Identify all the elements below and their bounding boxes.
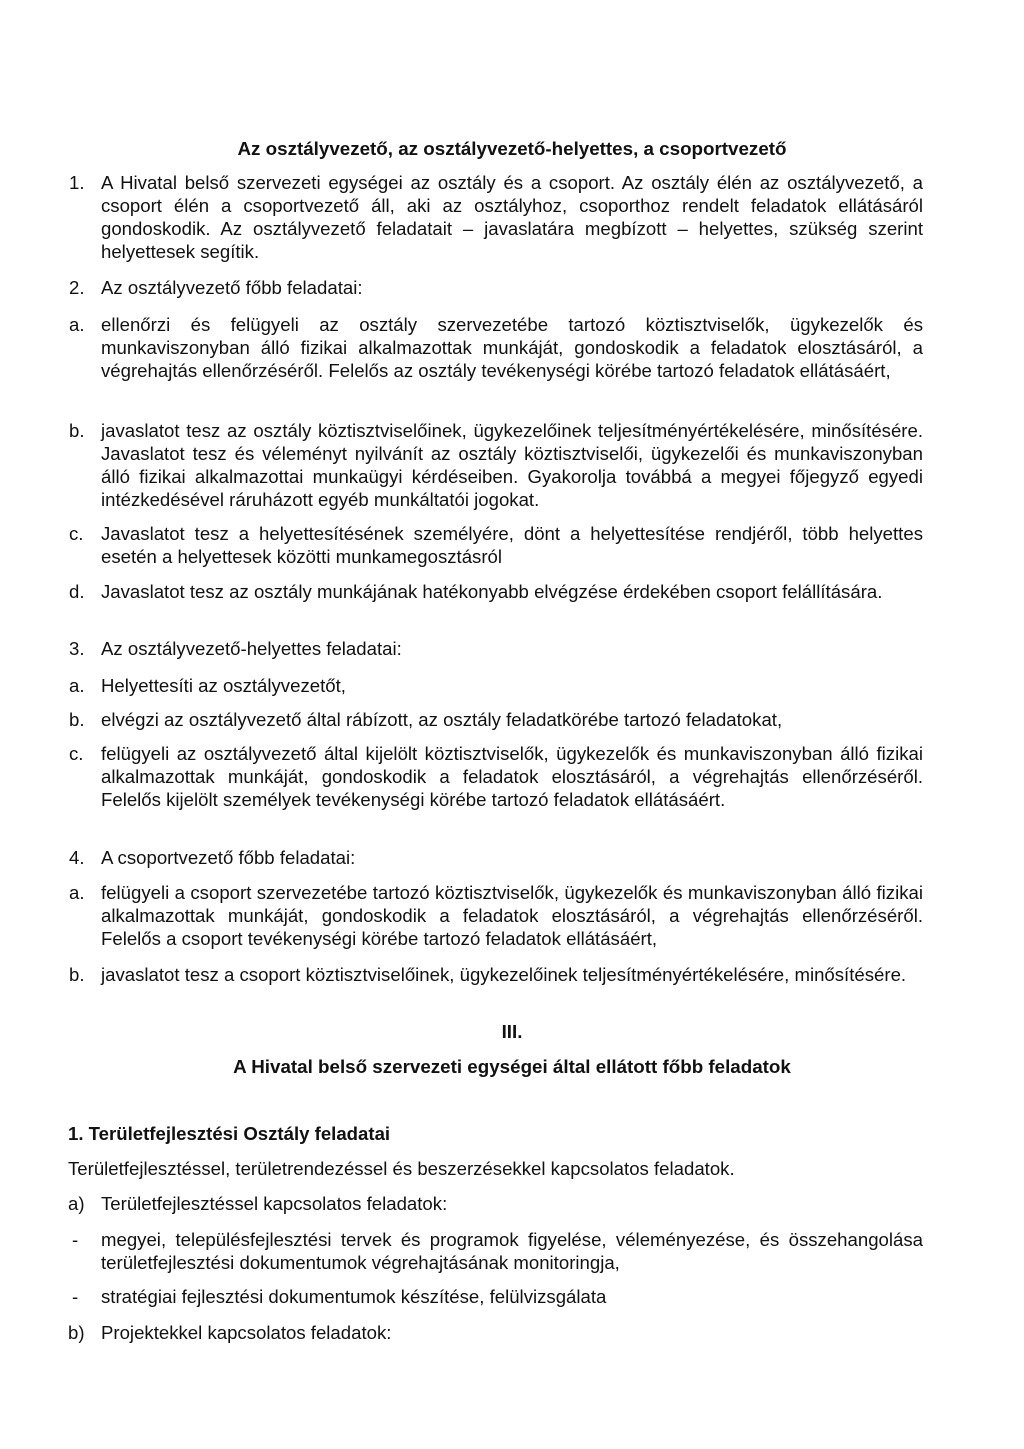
item-text: felügyeli a csoport szervezetébe tartozó köztisztviselők, ügykezelők és munkaviszonyban álló fizikai alkalmazottak munkáját, gondoskodik a feladatok elosztásáról, a végrehajtás ellenőrzéséről. Felelős a csoport tevékenységi körébe tartozó feladatok ellátásáért, <box>101 882 923 949</box>
item-text: Az osztályvezető-helyettes feladatai: <box>101 638 402 659</box>
item-text: Javaslatot tesz az osztály munkájának hatékonyabb elvégzése érdekében csoport felállítására. <box>101 581 883 602</box>
item-letter: c. <box>69 523 84 544</box>
subitem-label: a) <box>68 1193 85 1214</box>
item-number: 1. <box>69 172 85 193</box>
item-number: 2. <box>69 277 85 298</box>
subitem-text: Területfejlesztéssel kapcsolatos feladatok: <box>101 1193 448 1214</box>
item-text: javaslatot tesz a csoport köztisztviselőinek, ügykezelőinek teljesítményértékelésére, minősítésére. <box>101 964 907 985</box>
item-text: Helyettesíti az osztályvezetőt, <box>101 675 346 696</box>
item-letter: a. <box>69 675 85 696</box>
item-letter: b. <box>69 964 85 985</box>
item-text: Az osztályvezető főbb feladatai: <box>101 277 363 298</box>
item-number: 4. <box>69 847 85 868</box>
item-text: Javaslatot tesz a helyettesítésének személyére, dönt a helyettesítése rendjéről, több helyettes esetén a helyettesek közötti munkamegosztásról <box>101 523 923 567</box>
item-letter: a. <box>69 314 85 335</box>
bullet-dash: - <box>72 1286 79 1307</box>
subsection-title: 1. Területfejlesztési Osztály feladatai <box>68 1123 391 1144</box>
bullet-text: megyei, településfejlesztési tervek és programok figyelése, véleményezése, és összehangolása területfejlesztési dokumentumok végrehajtásának monitoringja, <box>101 1229 923 1273</box>
item-text: javaslatot tesz az osztály köztisztviselőinek, ügykezelőinek teljesítményértékelésére, minősítésére. Javaslatot tesz és véleményt nyilvánít az osztály köztisztviselői, ügykezelői és munkaviszonyban álló fizikai alkalmazottai munkaügyi kérdéseiben. Gyakorolja továbbá a megyei főjegyző egyedi intézkedésével ráruházott egyéb munkáltatói jogokat. <box>101 420 923 510</box>
item-number: 3. <box>69 638 85 659</box>
bullet-dash: - <box>72 1229 79 1250</box>
item-letter: a. <box>69 882 85 903</box>
item-text: ellenőrzi és felügyeli az osztály szervezetébe tartozó köztisztviselők, ügykezelők és munkaviszonyban álló fizikai alkalmazottak munkáját, gondoskodik a feladatok elosztásáról, a végrehajtás ellenőrzéséről. Felelős az osztály tevékenységi körébe tartozó feladatok ellátásáért, <box>101 314 923 381</box>
item-text: A Hivatal belső szervezeti egységei az osztály és a csoport. Az osztály élén az osztályvezető, a csoport élén a csoportvezető áll, aki az osztályhoz, csoporthoz rendelt feladatok ellátásáról gondoskodik. Az osztályvezető feladatait – javaslatára megbízott – helyettes, szükség szerint helyettesek segítik. <box>101 172 923 262</box>
section-heading: A Hivatal belső szervezeti egységei által ellátott főbb feladatok <box>233 1056 791 1077</box>
intro-paragraph: Területfejlesztéssel, területrendezéssel és beszerzésekkel kapcsolatos feladatok. <box>68 1158 735 1179</box>
roman-numeral-heading: III. <box>501 1021 523 1042</box>
item-letter: c. <box>69 743 84 764</box>
bullet-text: stratégiai fejlesztési dokumentumok készítése, felülvizsgálata <box>101 1286 607 1307</box>
subitem-text: Projektekkel kapcsolatos feladatok: <box>101 1322 392 1343</box>
item-letter: b. <box>69 420 85 441</box>
item-text: A csoportvezető főbb feladatai: <box>101 847 356 868</box>
item-letter: b. <box>69 709 85 730</box>
item-letter: d. <box>69 581 85 602</box>
item-text: felügyeli az osztályvezető által kijelölt köztisztviselők, ügykezelők és munkaviszonyban álló fizikai alkalmazottak munkáját, gondoskodik a feladatok elosztásáról, a végrehajtás ellenőrzéséről. Felelős kijelölt személyek tevékenységi körébe tartozó feladatok ellátásáért. <box>101 743 923 810</box>
section-heading: Az osztályvezető, az osztályvezető-helyettes, a csoportvezető <box>237 138 787 159</box>
item-text: elvégzi az osztályvezető által rábízott, az osztály feladatkörébe tartozó feladatokat, <box>101 709 783 730</box>
subitem-label: b) <box>68 1322 85 1343</box>
